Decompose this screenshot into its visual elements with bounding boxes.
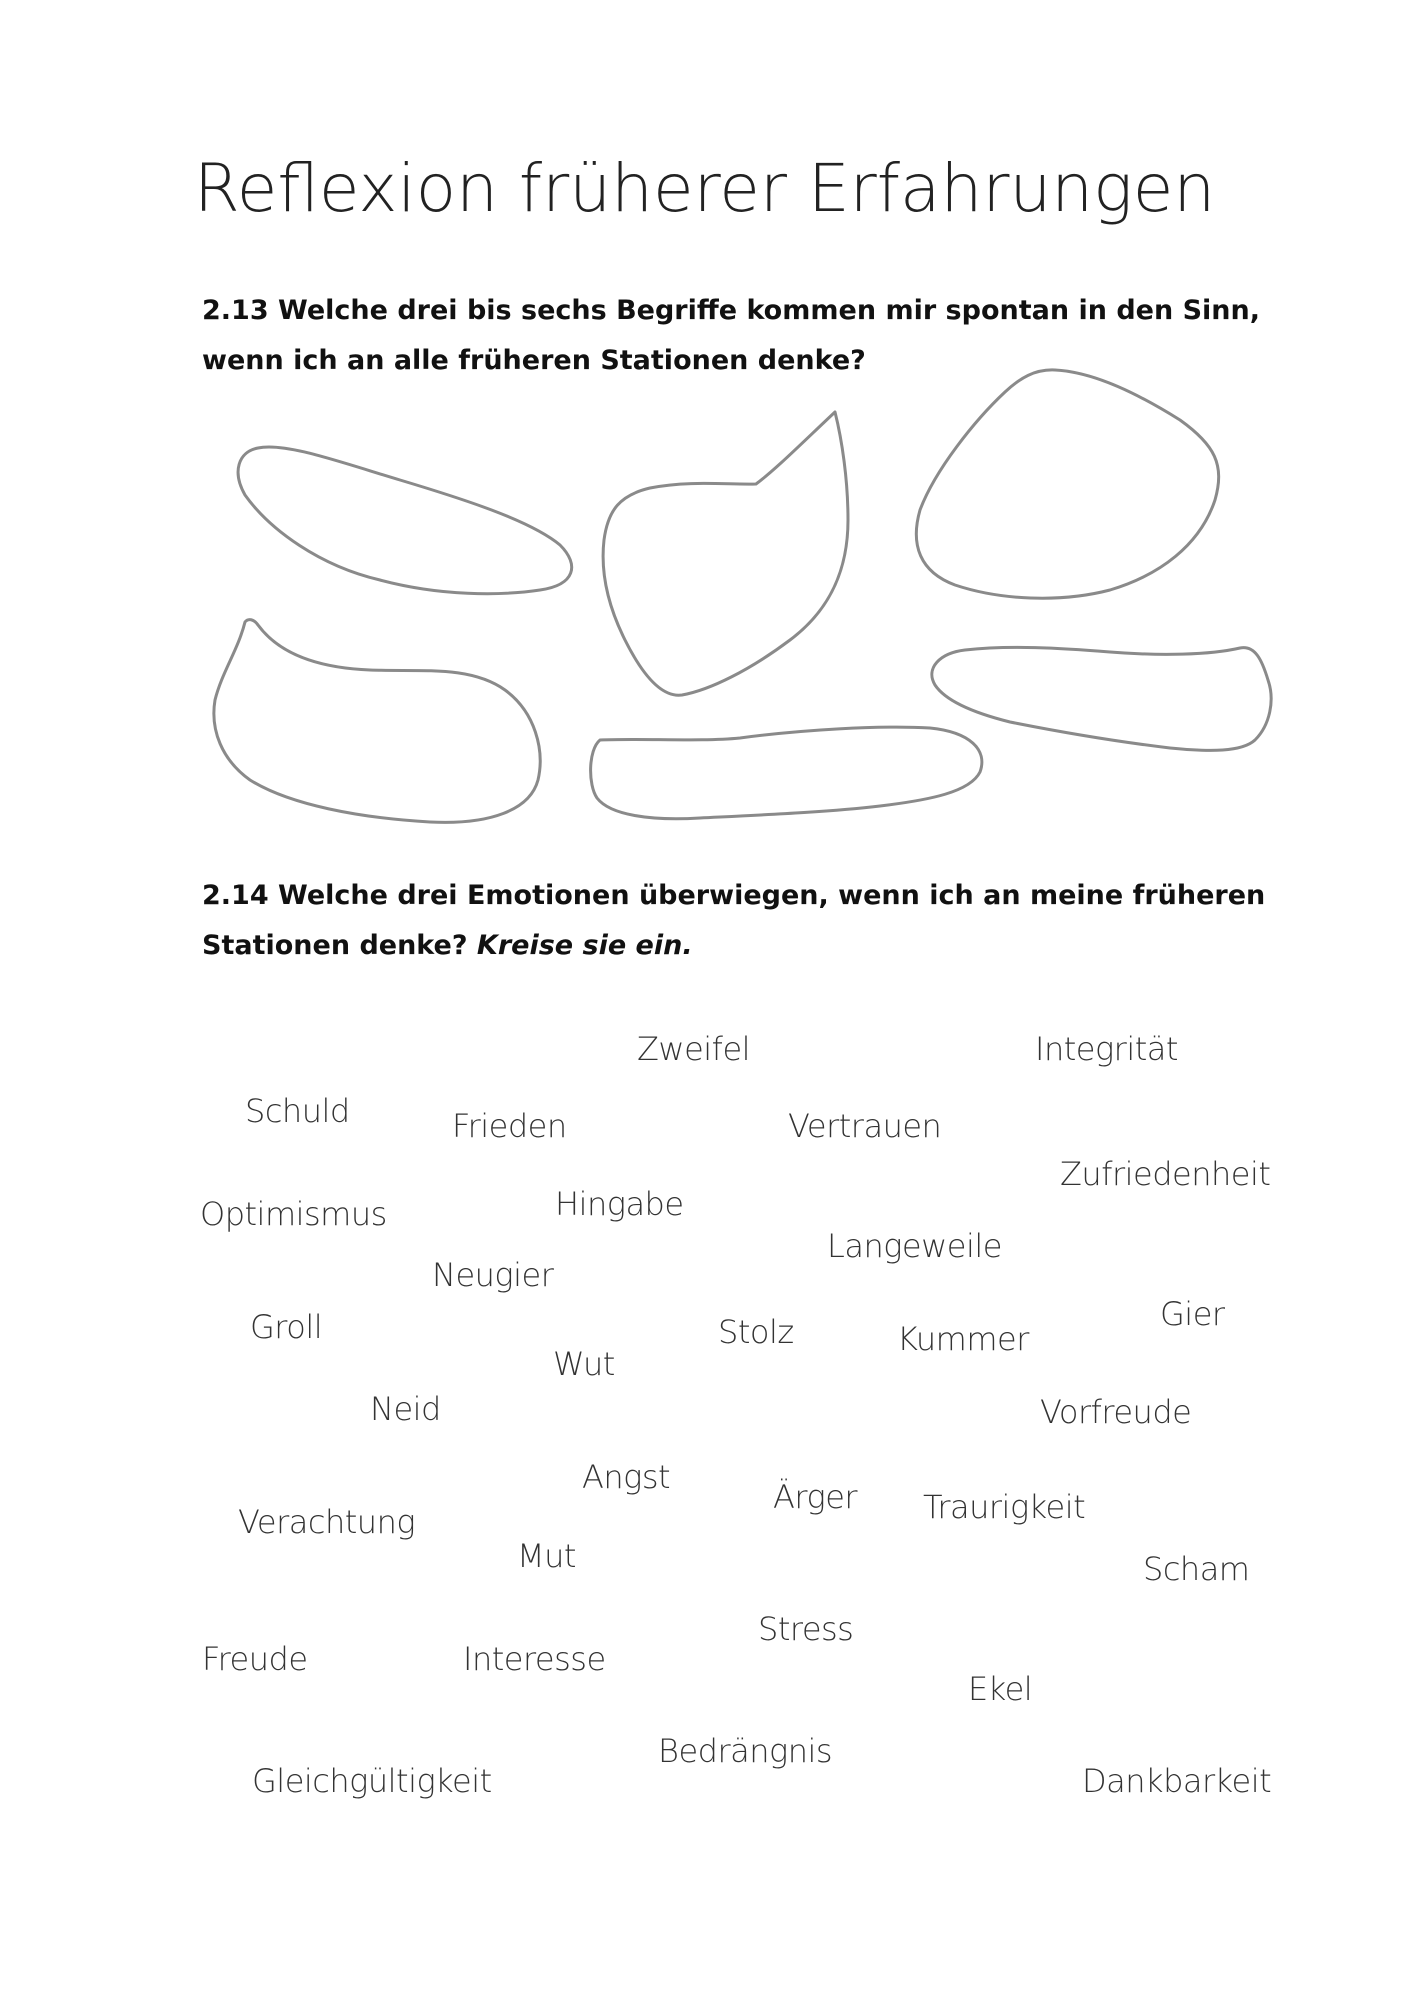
emotion-wut[interactable]: Wut (553, 1345, 615, 1383)
emotion-scham[interactable]: Scham (1143, 1550, 1250, 1588)
emotion-langeweile[interactable]: Langeweile (827, 1227, 1002, 1265)
question-2-14-instruction: Kreise sie ein. (476, 930, 693, 961)
emotion-aerger[interactable]: Ärger (773, 1478, 858, 1516)
question-2-14 (202, 871, 1282, 971)
emotion-vertrauen[interactable]: Vertrauen (788, 1107, 942, 1145)
emotion-dankbarkeit[interactable]: Dankbarkeit (1082, 1762, 1272, 1800)
answer-bubble-3[interactable] (916, 370, 1218, 598)
answer-bubble-5[interactable] (591, 727, 982, 819)
emotion-hingabe[interactable]: Hingabe (555, 1185, 684, 1223)
emotion-gier[interactable]: Gier (1160, 1295, 1225, 1333)
emotion-zufriedenheit[interactable]: Zufriedenheit (1060, 1155, 1271, 1193)
emotion-traurigkeit[interactable]: Traurigkeit (923, 1488, 1086, 1526)
emotion-neugier[interactable]: Neugier (432, 1256, 554, 1294)
emotion-stolz[interactable]: Stolz (718, 1313, 794, 1351)
emotion-gleichgueltigkeit[interactable]: Gleichgültigkeit (252, 1762, 492, 1800)
emotion-schuld[interactable]: Schuld (245, 1092, 350, 1130)
emotion-verachtung[interactable]: Verachtung (238, 1503, 416, 1541)
emotion-stress[interactable]: Stress (758, 1610, 854, 1648)
answer-bubbles (0, 0, 1409, 900)
emotion-integritaet[interactable]: Integrität (1035, 1030, 1178, 1068)
emotion-interesse[interactable]: Interesse (463, 1640, 606, 1678)
emotion-frieden[interactable]: Frieden (452, 1107, 567, 1145)
emotion-freude[interactable]: Freude (202, 1640, 308, 1678)
emotion-ekel[interactable]: Ekel (968, 1670, 1033, 1708)
emotion-kummer[interactable]: Kummer (897, 1320, 1029, 1358)
answer-bubble-1[interactable] (238, 447, 572, 594)
answer-bubble-4[interactable] (214, 620, 540, 823)
emotion-optimismus[interactable]: Optimismus (200, 1195, 387, 1233)
emotion-zweifel[interactable]: Zweifel (637, 1030, 751, 1068)
emotion-neid[interactable]: Neid (370, 1390, 441, 1428)
answer-bubble-6[interactable] (932, 647, 1271, 750)
question-2-14-text: 2.14 Welche drei Emotionen überwiegen, wenn ich an meine früheren Stationen denke? (202, 880, 1266, 961)
emotion-groll[interactable]: Groll (250, 1308, 323, 1346)
page-title: Reflexion früherer Erfahrungen (193, 150, 1216, 227)
emotion-vorfreude[interactable]: Vorfreude (1040, 1393, 1192, 1431)
emotion-mut[interactable]: Mut (517, 1537, 576, 1575)
emotion-bedraengnis[interactable]: Bedrängnis (658, 1732, 833, 1770)
answer-bubble-2[interactable] (603, 412, 848, 695)
emotion-angst[interactable]: Angst (582, 1458, 671, 1496)
question-2-13: 2.13 Welche drei bis sechs Begriffe kommen mir spontan in den Sinn, wenn ich an alle früheren Stationen denke? (202, 295, 1260, 376)
